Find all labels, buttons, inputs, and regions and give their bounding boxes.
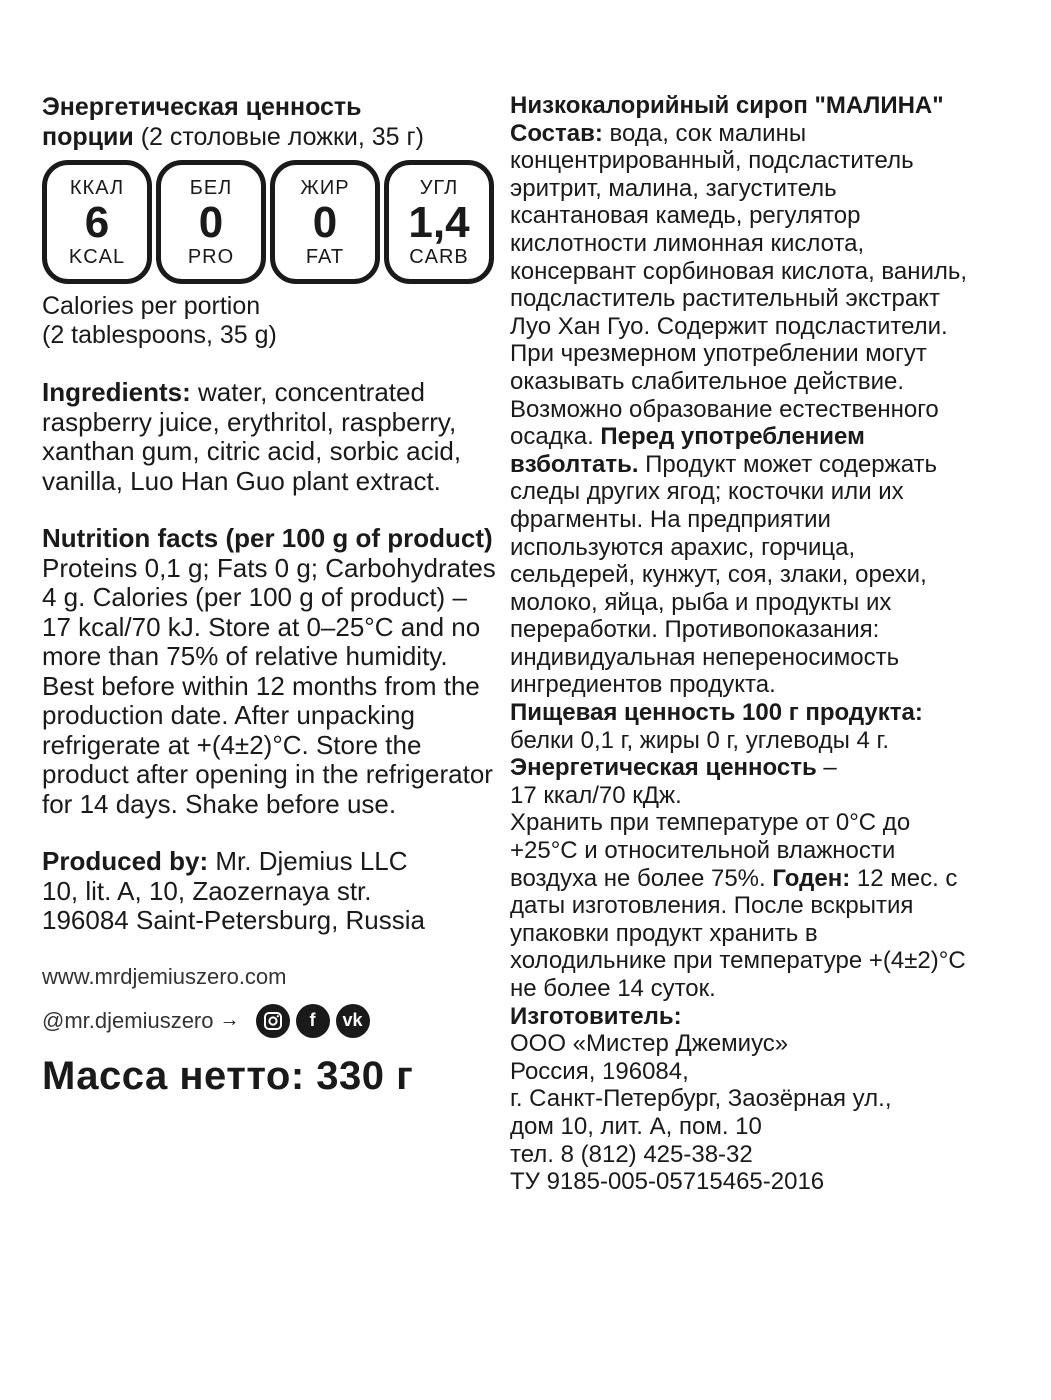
energy-heading: [42, 92, 500, 152]
instagram-icon[interactable]: [256, 1004, 290, 1038]
composition-ru: [510, 120, 980, 699]
badge-label-top: БЕЛ: [189, 177, 233, 199]
maker-line: г. Санкт-Петербург, Заозёрная ул.,: [510, 1085, 892, 1113]
nutrition-section: [42, 524, 500, 819]
calories-per-portion-line1: Calories per portion: [42, 292, 261, 320]
net-mass: Масса нетто: 330 г: [42, 1053, 414, 1098]
producer-address-1: 10, lit. A, 10, Zaozernaya str.: [42, 875, 372, 906]
arrow-right-icon: →: [219, 1009, 240, 1031]
shelf-text-ru: 12 мес. с даты изготовления. После вскрытия упаковки продукт хранить в холодильнике при температуре +(4±2)°C не более 14 суток.: [510, 864, 966, 1002]
producer-address-2: 196084 Saint-Petersburg, Russia: [42, 905, 426, 935]
badge-value: 1,4: [408, 198, 470, 247]
maker-line: ТУ 9185-005-05715465-2016: [510, 1168, 825, 1196]
maker-line: ООО «Мистер Джемиус»: [510, 1030, 789, 1058]
badge-value: 0: [312, 198, 338, 247]
nutrition-text: Proteins 0,1 g; Fats 0 g; Carbohydrates 4 g. Calories (per 100 g of product) – 17 kcal/70 kJ. Store at 0–25°C and no more than 75% of relative humidity. Best before within 12 months from the production date. After unpacking refrigerate at +(4±2)°C. Store the product after opening in the refrigerator for 14 days. Shake before use.: [42, 552, 496, 819]
left-column: [42, 92, 500, 1099]
calories-per-portion: [42, 292, 500, 350]
website-link[interactable]: www.mrdjemiuszero.com: [42, 963, 287, 989]
energy-title-portion: порции: [42, 123, 134, 151]
badge-label-bottom: PRO: [187, 246, 235, 268]
storage-ru: [510, 809, 980, 1002]
badge-value: 6: [84, 198, 110, 247]
ingredients-section: [42, 378, 500, 496]
badge-fat: [270, 160, 380, 284]
vk-icon[interactable]: vk: [336, 1004, 370, 1038]
badge-label-top: УГЛ: [419, 177, 459, 199]
shake-instruction: Перед употреблением взболтать.: [510, 423, 865, 478]
energy-portion-size: (2 столовые ложки, 35 г): [140, 123, 424, 151]
facebook-icon[interactable]: f: [296, 1004, 330, 1038]
nutrition-ru: [510, 699, 980, 809]
maker-ru: [510, 1003, 980, 1196]
nutrition-text-ru: белки 0,1 г, жиры 0 г, углеводы 4 г.: [510, 726, 890, 754]
storage-text-ru: Хранить при температуре от 0°C до +25°C и относительной влажности воздуха не более 75%.: [510, 809, 911, 892]
badge-label-top: ЖИР: [300, 177, 350, 199]
composition-text: вода, сок малины концентрированный, подсластитель эритрит, малина, загуститель ксантановая камедь, регулятор кислотности лимонная кислота, консервант сорбиновая кислота, ваниль, подсластитель растительный экстракт Луо Хан Гуо. Содержит подсластители. При чрезмерном употреблении могут оказывать слабительное действие. Возможно образование естественного осадка.: [510, 119, 968, 451]
calories-per-portion-line2: (2 tablespoons, 35 g): [42, 321, 277, 349]
badge-label-top: ККАЛ: [69, 177, 125, 199]
ingredients-text: water, concentrated raspberry juice, erythritol, raspberry, xanthan gum, citric acid, sorbic acid, vanilla, Luo Han Guo plant extract.: [42, 377, 462, 496]
energy-label-ru: Энергетическая ценность: [510, 754, 817, 782]
badge-label-bottom: KCAL: [68, 246, 126, 268]
maker-line: Россия, 196084,: [510, 1057, 689, 1085]
instagram-handle[interactable]: @mr.djemiuszero: [42, 1007, 214, 1033]
badge-value: 0: [198, 198, 224, 247]
maker-line: дом 10, лит. А, пом. 10: [510, 1112, 762, 1140]
maker-label-ru: Изготовитель:: [510, 1002, 682, 1030]
badge-carb: [384, 160, 494, 284]
badge-label-bottom: CARB: [409, 246, 469, 268]
shelf-label-ru: Годен:: [772, 864, 851, 892]
producer-label: Produced by:: [42, 846, 209, 876]
nutrition-badges: [42, 160, 494, 284]
nutrition-title: Nutrition facts (per 100 g of product): [42, 523, 493, 553]
producer-section: [42, 847, 500, 936]
energy-value-ru: 17 ккал/70 кДж.: [510, 781, 682, 809]
ingredients-label: Ingredients:: [42, 377, 191, 407]
badge-protein: [156, 160, 266, 284]
maker-line: тел. 8 (812) 425-38-32: [510, 1140, 753, 1168]
social-row: [42, 1004, 500, 1038]
badge-kcal: [42, 160, 152, 284]
allergens-text: Продукт может содержать следы других ягод; косточки или их фрагменты. На предприятии используются арахис, горчица, сельдерей, кунжут, соя, злаки, орехи, молоко, яйца, рыба и продукты их переработки. Противопоказания: индивидуальная непереносимость ингредиентов продукта.: [510, 450, 938, 699]
product-title-ru: Низкокалорийный сироп "МАЛИНА": [510, 92, 944, 119]
right-column: [510, 92, 980, 1196]
nutrition-label-ru: Пищевая ценность 100 г продукта:: [510, 699, 923, 727]
composition-label: Состав:: [510, 119, 603, 147]
producer-name: Mr. Djemius LLC: [215, 846, 408, 876]
energy-dash-ru: –: [823, 754, 837, 782]
energy-title: Энергетическая ценность: [42, 93, 362, 121]
badge-label-bottom: FAT: [305, 246, 345, 268]
